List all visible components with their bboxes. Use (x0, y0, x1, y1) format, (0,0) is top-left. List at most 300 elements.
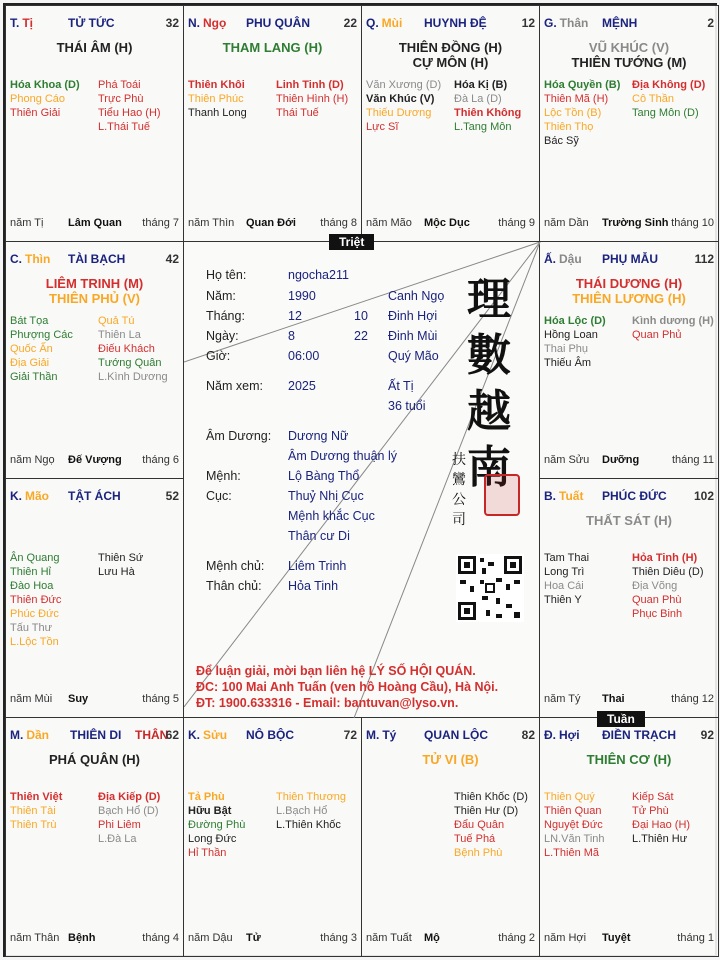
palace-branch-name: Thìn (25, 252, 51, 266)
minor-star: L.Kình Dương (98, 371, 168, 383)
truong-sinh-stage: Mộc Dục (424, 217, 470, 229)
minor-stars-right (632, 551, 704, 621)
palace-header (366, 728, 535, 744)
minor-star: Văn Khúc (V) (366, 93, 435, 105)
palace-stem-initial: Q. (366, 16, 379, 30)
palace-header (544, 489, 714, 505)
minor-star: Thiên Y (544, 594, 582, 606)
palace-stem-initial: T. (10, 16, 20, 30)
minor-stars-left (544, 790, 605, 860)
palace-cell-tuat[interactable] (539, 478, 719, 718)
minor-stars-left (10, 790, 62, 832)
dai-han-number: 42 (165, 252, 179, 266)
tieu-han-year: năm Sửu (544, 454, 590, 466)
palace-name: TẬT ÁCH (68, 489, 121, 503)
palace-branch (10, 489, 49, 503)
dai-han-number: 2 (707, 16, 714, 30)
tieu-han-year: năm Dậu (188, 932, 233, 944)
palace-branch-name: Hợi (559, 728, 580, 742)
palace-name: PHỤ MẪU (602, 252, 658, 266)
minor-star: Địa Giải (10, 357, 50, 369)
minor-star: Thiếu Dương (366, 107, 432, 119)
tieu-han-year: năm Thân (10, 932, 60, 944)
truong-sinh-stage: Đế Vượng (68, 454, 122, 466)
nguyet-han-month: tháng 12 (671, 693, 714, 705)
calligraphy-char: 數 (467, 330, 511, 381)
palace-cell-dan[interactable] (5, 717, 184, 957)
tieu-han-year: năm Ngọ (10, 454, 55, 466)
value-ngay-am-lich: 22 (354, 329, 368, 343)
minor-star: Thanh Long (188, 107, 247, 119)
tieu-han-year: năm Dần (544, 217, 589, 229)
palace-cell-hoi[interactable] (539, 717, 719, 957)
minor-star: Lực Sĩ (366, 121, 399, 133)
minor-stars-right (454, 78, 521, 134)
palace-name: TỬ TỨC (68, 16, 115, 30)
nguyet-han-month: tháng 11 (671, 454, 714, 466)
value-menh-khac-cuc: Mệnh khắc Cục (288, 509, 375, 523)
palace-branch-name: Ngọ (203, 16, 227, 30)
value-nam-xem: 2025 (288, 379, 316, 393)
truong-sinh-stage: Thai (602, 693, 625, 705)
value-gio: 06:00 (288, 349, 320, 363)
main-star: CỰ MÔN (H) (412, 55, 489, 70)
palace-header (10, 16, 179, 32)
palace-stem-initial: Ấ. (544, 252, 556, 266)
palace-header (10, 252, 179, 268)
value-tuoi: 36 tuổi (388, 399, 426, 413)
minor-star: Phong Cáo (10, 93, 66, 105)
minor-star: Quan Phù (632, 594, 682, 606)
value-am-duong-thuan-ly: Âm Dương thuận lý (288, 449, 397, 463)
label-gio: Giờ: (206, 349, 231, 363)
palace-branch (10, 16, 33, 30)
minor-stars-right (98, 790, 160, 846)
seal-text: 扶 鸞 公 司 (452, 452, 466, 528)
dai-han-number: 92 (700, 728, 714, 742)
value-ho-ten: ngocha211 (288, 268, 349, 282)
minor-star: Địa Không (D) (632, 79, 706, 91)
dai-han-number: 112 (694, 252, 714, 266)
tieu-han-year: năm Hợi (544, 932, 587, 944)
minor-star: Ân Quang (10, 552, 60, 564)
label-cuc: Cục: (206, 489, 232, 503)
minor-star: L.Đà La (98, 833, 137, 845)
minor-star: Phúc Đức (10, 608, 59, 620)
palace-footer (544, 454, 714, 468)
palace-header (544, 16, 714, 32)
minor-star: Phi Liêm (98, 819, 141, 831)
main-star: THIÊN ĐỒNG (H) (398, 40, 503, 55)
nguyet-han-month: tháng 3 (320, 932, 357, 944)
palace-stem-initial: C. (10, 252, 22, 266)
minor-star: Thiên Thọ (544, 121, 594, 133)
palace-footer (10, 693, 179, 707)
value-thang-can: Đinh Hợi (388, 309, 438, 323)
palace-header (188, 16, 357, 32)
nguyet-han-month: tháng 7 (142, 217, 179, 229)
minor-star: Tang Môn (D) (632, 107, 699, 119)
minor-star: Thiên Không (454, 107, 522, 119)
value-gio-can: Quý Mão (388, 349, 439, 363)
minor-stars-left (188, 790, 245, 860)
palace-header (10, 489, 179, 505)
calligraphy-char: 理 (467, 274, 511, 325)
tu-vi-chart-board (3, 3, 717, 957)
palace-branch-name: Tý (382, 728, 397, 742)
palace-name: TÀI BẠCH (68, 252, 126, 266)
calligraphy-char: 越 (467, 386, 511, 437)
tieu-han-year: năm Tý (544, 693, 581, 705)
nguyet-han-month: tháng 5 (142, 693, 179, 705)
minor-stars-left (544, 314, 606, 370)
palace-name: PHU QUÂN (246, 16, 311, 30)
label-thang: Tháng: (206, 309, 245, 323)
truong-sinh-stage: Quan Đới (246, 217, 296, 229)
palace-stem-initial: Đ. (544, 728, 556, 742)
palace-branch (10, 728, 49, 742)
minor-star: Hóa Khoa (D) (10, 79, 80, 91)
contact-line-3: ĐT: 1900.633316 - Email: bantuvan@lyso.vn. (196, 696, 459, 710)
truong-sinh-stage: Trường Sinh (602, 217, 669, 229)
palace-branch (188, 728, 227, 742)
palace-branch-name: Thân (559, 16, 589, 30)
minor-star: Tam Thai (544, 552, 590, 564)
palace-footer (544, 217, 714, 231)
main-star: THIÊN TƯỚNG (M) (571, 55, 687, 70)
dai-han-number: 12 (521, 16, 535, 30)
minor-star: Thiên Sứ (98, 552, 144, 564)
minor-star: Thiên Hỉ (10, 566, 51, 578)
minor-star: Thiên Khôi (188, 79, 245, 91)
nguyet-han-month: tháng 4 (142, 932, 179, 944)
minor-stars-right (632, 78, 705, 120)
palace-stem-initial: B. (544, 489, 556, 503)
minor-star: Thiên Thương (276, 791, 347, 803)
minor-star: Hóa Kị (B) (454, 79, 508, 91)
minor-star: Thiên Hình (H) (276, 93, 349, 105)
value-than-cu: Thân cư Di (288, 529, 350, 543)
tieu-han-year: năm Mão (366, 217, 412, 229)
palace-cell-ti[interactable] (5, 5, 184, 242)
palace-cell-ngo[interactable] (183, 5, 362, 242)
palace-branch (10, 252, 50, 266)
minor-star: L.Thiên Mã (544, 847, 600, 859)
nguyet-han-month: tháng 6 (142, 454, 179, 466)
minor-stars-right (454, 790, 528, 860)
palace-branch-name: Mão (25, 489, 49, 503)
minor-star: Thiên Giải (10, 107, 61, 119)
palace-cell-thin[interactable] (5, 241, 184, 479)
main-star: THIÊN PHỦ (V) (49, 291, 140, 306)
tuan-marker: Tuần (597, 711, 645, 727)
minor-star: Tướng Quân (98, 357, 162, 369)
than-marker: THÂN (135, 728, 169, 742)
minor-star: Thai Phụ (544, 343, 589, 355)
value-menh: Lộ Bàng Thổ (288, 469, 360, 483)
minor-star: Tả Phù (188, 791, 225, 803)
minor-star: Điếu Khách (98, 343, 155, 355)
palace-branch-name: Tị (22, 16, 34, 30)
label-menh: Mệnh: (206, 469, 241, 483)
main-star: THIÊN CƠ (H) (586, 752, 672, 767)
main-star: THÁI DƯƠNG (H) (575, 276, 683, 291)
minor-star: Văn Xương (D) (366, 79, 442, 91)
palace-branch (544, 728, 580, 742)
minor-stars-right (98, 551, 143, 579)
minor-star: Giải Thần (10, 371, 58, 383)
palace-footer (10, 932, 179, 946)
palace-header (188, 728, 357, 744)
main-star: THAM LANG (H) (222, 40, 323, 55)
palace-branch-name: Dậu (559, 252, 582, 266)
minor-star: Kiếp Sát (632, 791, 674, 803)
nguyet-han-month: tháng 2 (498, 932, 535, 944)
minor-star: Thiên Hư (D) (454, 805, 519, 817)
palace-cell-than[interactable] (539, 5, 719, 242)
minor-star: Cô Thần (632, 93, 674, 105)
minor-stars-left (10, 314, 73, 384)
minor-star: Bác Sỹ (544, 135, 579, 147)
truong-sinh-stage: Suy (68, 693, 89, 705)
minor-star: Thái Tuế (276, 107, 319, 119)
main-star: THIÊN LƯƠNG (H) (572, 291, 686, 306)
minor-star: Long Trì (544, 566, 585, 578)
palace-header (544, 728, 714, 744)
palace-header (10, 728, 179, 744)
minor-star: Quan Phủ (632, 329, 682, 341)
nguyet-han-month: tháng 10 (671, 217, 714, 229)
palace-cell-ty[interactable] (361, 717, 540, 957)
qr-code-icon[interactable] (456, 554, 524, 622)
palace-header (544, 252, 714, 268)
truong-sinh-stage: Tuyệt (602, 932, 631, 944)
minor-star: Lưu Hà (98, 566, 135, 578)
minor-star: Hoa Cái (544, 580, 584, 592)
minor-stars-left (10, 551, 61, 649)
palace-footer (544, 693, 714, 707)
value-menh-chu: Liêm Trinh (288, 559, 347, 573)
minor-star: Địa Võng (632, 580, 678, 592)
minor-stars-left (544, 78, 620, 148)
minor-stars-left (10, 78, 80, 120)
minor-star: Thiên Việt (10, 791, 63, 803)
palace-branch (366, 16, 402, 30)
palace-name: PHÚC ĐỨC (602, 489, 667, 503)
dai-han-number: 32 (165, 16, 179, 30)
label-nam-xem: Năm xem: (206, 379, 263, 393)
value-nam: 1990 (288, 289, 316, 303)
minor-star: L.Tang Môn (454, 121, 512, 133)
minor-star: Thiên Quan (544, 805, 602, 817)
minor-star: Bệnh Phù (454, 847, 503, 859)
dai-han-number: 22 (343, 16, 357, 30)
label-ngay: Ngày: (206, 329, 239, 343)
value-cuc: Thuỷ Nhị Cục (288, 489, 364, 503)
minor-stars-right (632, 790, 690, 846)
minor-stars-right (98, 314, 168, 384)
main-star: LIÊM TRINH (M) (45, 276, 144, 291)
minor-star: L.Lộc Tồn (10, 636, 59, 648)
minor-stars-right (276, 78, 348, 120)
minor-star: Địa Kiếp (D) (98, 791, 161, 803)
truong-sinh-stage: Dưỡng (602, 454, 640, 466)
minor-stars-left (188, 78, 247, 120)
value-thang-am-lich: 10 (354, 309, 368, 323)
minor-star: Thiên Tài (10, 805, 56, 817)
minor-star: Tiểu Hao (H) (98, 107, 161, 119)
minor-stars-right (632, 314, 714, 342)
tieu-han-year: năm Mùi (10, 693, 53, 705)
minor-stars-right (276, 790, 346, 832)
palace-cell-dau[interactable] (539, 241, 719, 479)
center-info-panel (183, 241, 540, 718)
tieu-han-year: năm Tuất (366, 932, 412, 944)
palace-stem-initial: G. (544, 16, 557, 30)
value-thang: 12 (288, 309, 302, 323)
palace-stem-initial: M. (10, 728, 24, 742)
minor-star: Hóa Lộc (D) (544, 315, 606, 327)
label-am-duong: Âm Dương: (206, 429, 272, 443)
value-nam-xem-can: Ất Tị (388, 379, 414, 393)
value-ngay: 8 (288, 329, 295, 343)
dai-han-number: 72 (343, 728, 357, 742)
minor-star: Thiên Khốc (D) (454, 791, 528, 803)
minor-star: Hỏa Tinh (H) (632, 552, 698, 564)
palace-stem-initial: K. (10, 489, 22, 503)
truong-sinh-stage: Bệnh (68, 932, 96, 944)
palace-name: ĐIỀN TRẠCH (602, 728, 676, 742)
minor-star: Bạch Hổ (D) (98, 805, 159, 817)
minor-star: Trực Phù (98, 93, 144, 105)
palace-branch-name: Mùi (381, 16, 403, 30)
value-than-chu: Hỏa Tinh (288, 579, 339, 593)
palace-branch-name: Tuất (559, 489, 584, 503)
minor-star: Tuế Phá (454, 833, 496, 845)
minor-star: Thiên Đức (10, 594, 62, 606)
minor-star: Hỉ Thần (188, 847, 227, 859)
minor-star: Quả Tú (98, 315, 135, 327)
minor-star: Đại Hao (H) (632, 819, 691, 831)
label-ho-ten: Họ tên: (206, 268, 247, 282)
palace-stem-initial: M. (366, 728, 380, 742)
main-star: THẤT SÁT (H) (586, 513, 672, 528)
palace-branch-name: Dần (26, 728, 50, 742)
minor-star: Thiên Phúc (188, 93, 244, 105)
palace-branch (544, 489, 583, 503)
minor-star: Thiếu Âm (544, 357, 592, 369)
minor-star: Đường Phù (188, 819, 246, 831)
truong-sinh-stage: Tử (246, 932, 261, 944)
main-star: THÁI ÂM (H) (56, 40, 133, 55)
minor-star: Thiên Mã (H) (544, 93, 609, 105)
contact-line-1: Để luận giải, mời bạn liên hệ LÝ SỐ HỘI QUÁN. (196, 664, 476, 678)
minor-star: Đà La (D) (454, 93, 502, 105)
dai-han-number: 102 (693, 489, 714, 503)
palace-branch-name: Sửu (203, 728, 228, 742)
dai-han-number: 52 (165, 489, 179, 503)
palace-footer (366, 217, 535, 231)
palace-name: NÔ BỘC (246, 728, 294, 742)
palace-name: QUAN LỘC (424, 728, 488, 742)
minor-star: Nguyệt Đức (544, 819, 603, 831)
minor-star: Thiên La (98, 329, 141, 341)
palace-branch (366, 728, 396, 742)
palace-branch (544, 252, 582, 266)
minor-star: Thiên Quý (544, 791, 595, 803)
minor-star: Lộc Tồn (B) (544, 107, 602, 119)
nguyet-han-month: tháng 9 (498, 217, 535, 229)
minor-star: Kình dương (H) (632, 315, 714, 327)
minor-star: L.Bạch Hổ (276, 805, 328, 817)
palace-cell-suu[interactable] (183, 717, 362, 957)
minor-star: Thiên Diêu (D) (632, 566, 704, 578)
palace-cell-mao[interactable] (5, 478, 184, 718)
minor-star: Phượng Các (10, 329, 73, 341)
truong-sinh-stage: Mộ (424, 932, 440, 944)
palace-header (366, 16, 535, 32)
main-star: TỬ VI (B) (422, 752, 479, 767)
value-am-duong: Dương Nữ (288, 429, 349, 443)
palace-footer (544, 932, 714, 946)
minor-stars-left (366, 78, 441, 134)
palace-footer (366, 932, 535, 946)
minor-star: Quốc Ấn (10, 343, 53, 355)
palace-stem-initial: N. (188, 16, 200, 30)
minor-star: Đẩu Quân (454, 819, 505, 831)
palace-branch (544, 16, 588, 30)
palace-name: MỆNH (602, 16, 638, 30)
main-star: PHÁ QUÂN (H) (49, 752, 140, 767)
main-star: VŨ KHÚC (V) (588, 40, 670, 55)
palace-footer (10, 454, 179, 468)
truong-sinh-stage: Lâm Quan (68, 217, 122, 229)
dai-han-number: 62 (165, 728, 179, 742)
triet-marker: Triệt (329, 234, 374, 250)
palace-branch (188, 16, 226, 30)
minor-star: Tử Phù (632, 805, 669, 817)
palace-cell-mui[interactable] (361, 5, 540, 242)
palace-footer (188, 932, 357, 946)
palace-footer (10, 217, 179, 231)
palace-stem-initial: K. (188, 728, 200, 742)
minor-star: Linh Tinh (D) (276, 79, 344, 91)
minor-star: Hữu Bật (188, 805, 232, 817)
label-than-chu: Thân chủ: (206, 579, 262, 593)
minor-stars-left (544, 551, 589, 607)
palace-footer (188, 217, 357, 231)
value-nam-can: Canh Ngọ (388, 289, 445, 303)
red-seal-stamp (484, 474, 520, 516)
minor-star: Long Đức (188, 833, 237, 845)
minor-star: Hóa Quyền (B) (544, 79, 621, 91)
tieu-han-year: năm Tị (10, 217, 44, 229)
minor-star: Thiên Trù (10, 819, 57, 831)
minor-star: L.Thiên Hư (632, 833, 688, 845)
label-menh-chu: Mệnh chủ: (206, 559, 265, 573)
palace-name: HUYNH ĐỆ (424, 16, 487, 30)
label-nam: Năm: (206, 289, 236, 303)
palace-name: THIÊN DI (70, 728, 122, 742)
contact-line-2: ĐC: 100 Mai Anh Tuấn (ven hồ Hoàng Cầu), Hà Nội. (196, 680, 499, 694)
minor-star: Phá Toái (98, 79, 141, 91)
minor-star: L.Thái Tuế (98, 121, 150, 133)
minor-star: Bát Tọa (10, 315, 49, 327)
minor-star: LN.Văn Tinh (544, 833, 605, 845)
tieu-han-year: năm Thìn (188, 217, 235, 229)
value-ngay-can: Đinh Mùi (388, 329, 438, 343)
minor-star: Phục Binh (632, 608, 683, 620)
